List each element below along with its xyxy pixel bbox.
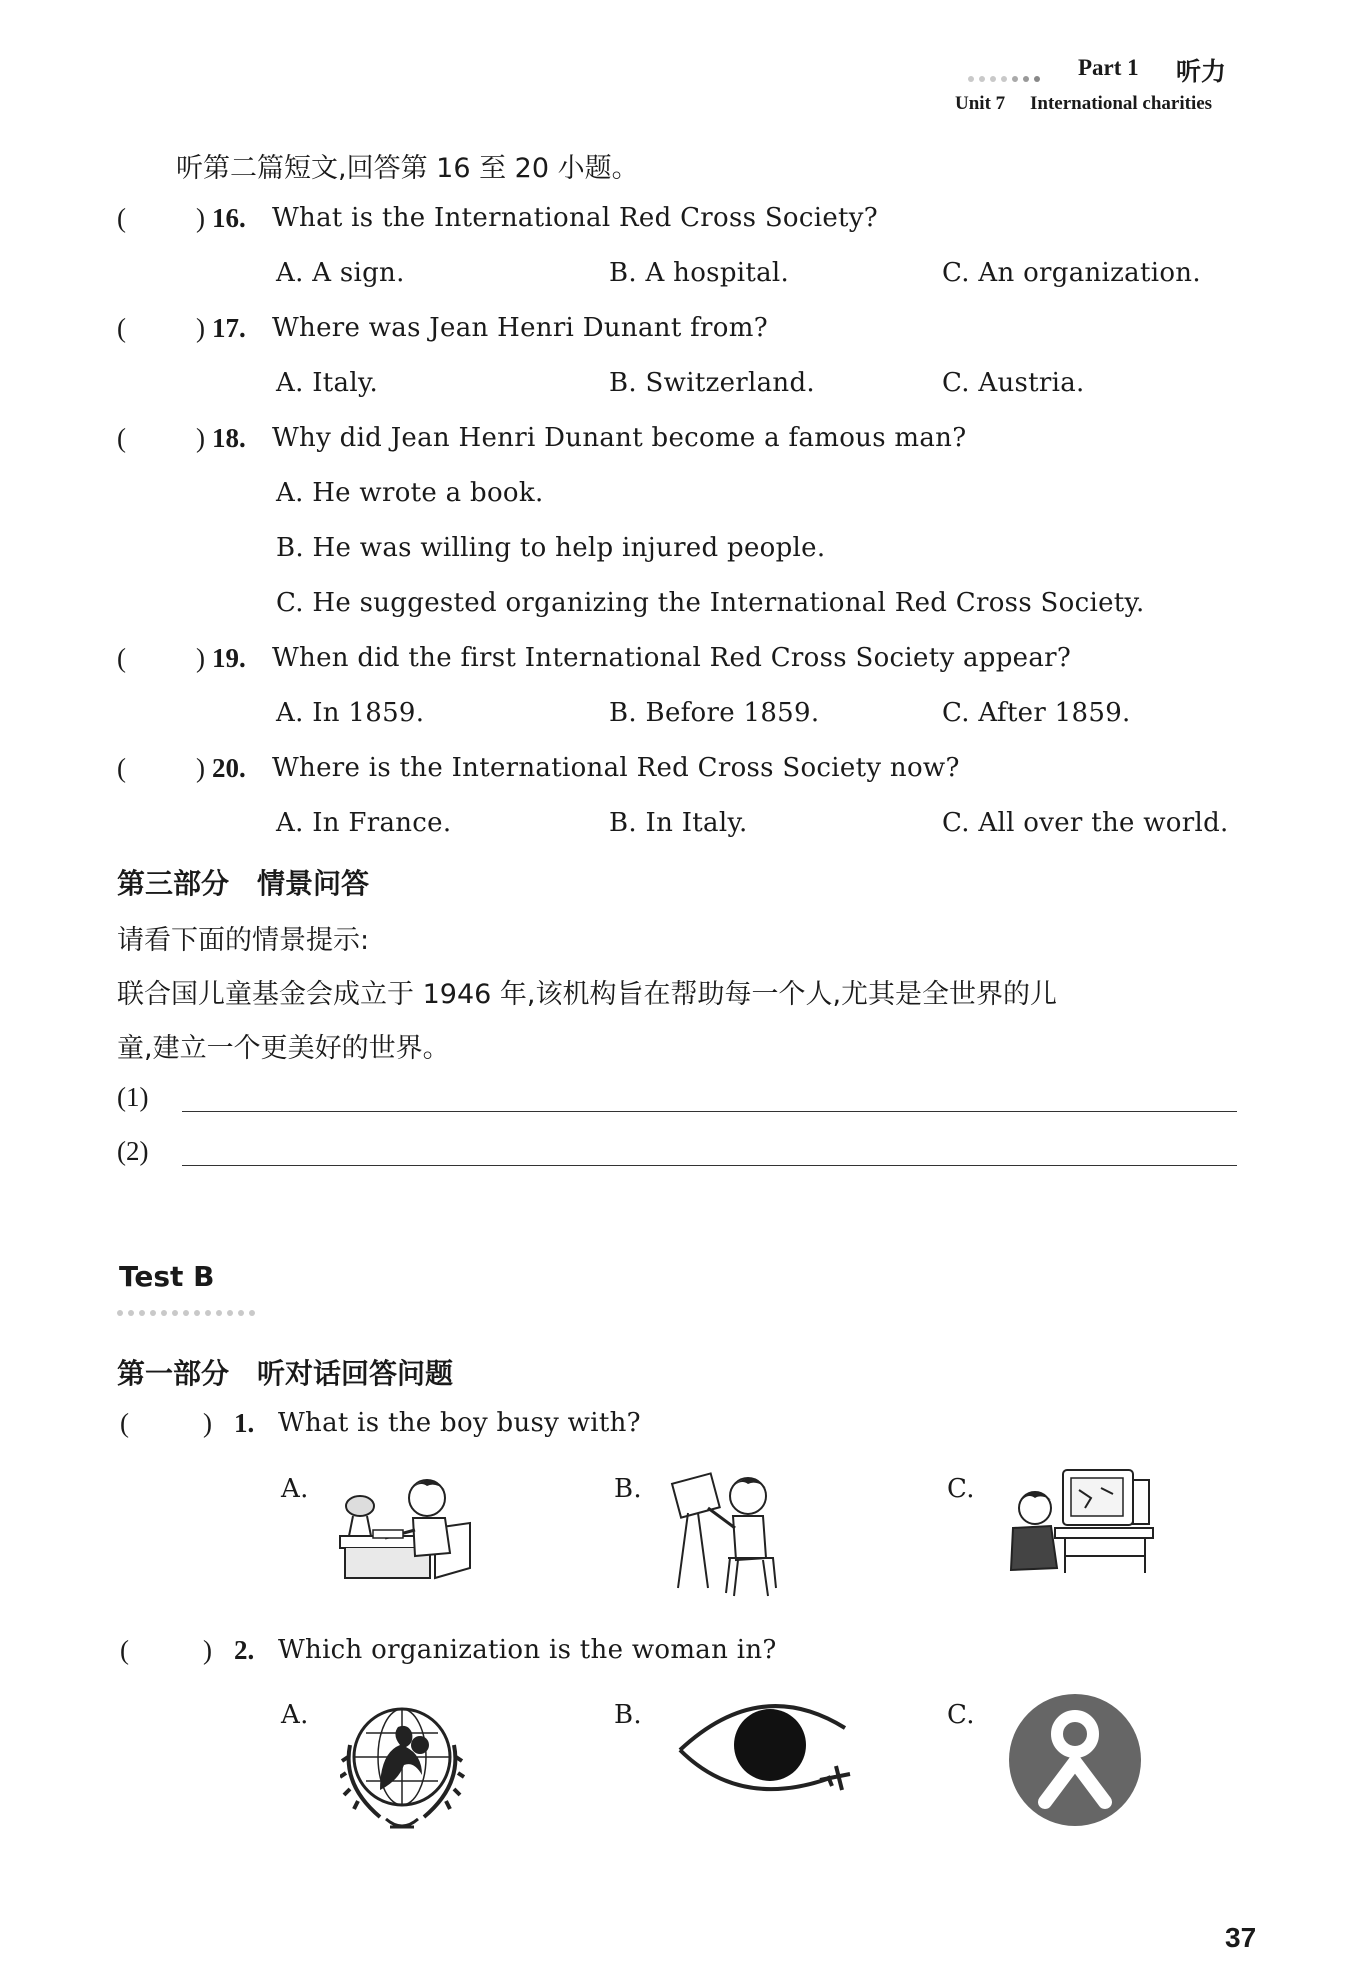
part3-title: 第三部分 情景问答	[117, 867, 370, 900]
answer-paren: (	[120, 1408, 129, 1438]
part3-prompt-line2: 童,建立一个更美好的世界。	[117, 1033, 450, 1064]
option-c: C. An organization.	[942, 258, 1201, 288]
answer-paren: (	[117, 313, 126, 343]
answer-paren: (	[117, 203, 126, 233]
test-b-dots	[117, 1302, 260, 1321]
option-c: C. All over the world.	[942, 808, 1229, 838]
option-b: B. In Italy.	[609, 808, 748, 838]
test-b-title: Test B	[119, 1260, 215, 1293]
unicef-logo	[340, 1695, 465, 1840]
question-number: 1.	[234, 1408, 255, 1438]
boy-writing-illustration	[335, 1468, 475, 1588]
page-number: 37	[1225, 1922, 1257, 1953]
option-b: B. He was willing to help injured people.	[276, 533, 826, 563]
question-text: Which organization is the woman in?	[278, 1635, 777, 1665]
option-a: A. A sign.	[276, 258, 405, 288]
answer-paren: )	[196, 643, 205, 673]
question-text: What is the International Red Cross Society?	[272, 203, 879, 233]
question-number: 18.	[212, 423, 246, 453]
question-number: 17.	[212, 313, 246, 343]
option-a: A. He wrote a book.	[276, 478, 544, 508]
header-unit-title: International charities	[1030, 93, 1213, 114]
question-number: 19.	[212, 643, 246, 673]
answer-paren: )	[196, 313, 205, 343]
question-number: 2.	[234, 1635, 255, 1665]
option-c: C. Austria.	[942, 368, 1085, 398]
answer-paren: (	[117, 753, 126, 783]
section-intro: 听第二篇短文,回答第 16 至 20 小题。	[176, 153, 639, 184]
answer-paren: )	[196, 753, 205, 783]
option-a: A.	[281, 1700, 309, 1730]
part3-prompt-label: 请看下面的情景提示:	[117, 925, 370, 956]
option-a: A. In 1859.	[276, 698, 425, 728]
answer-paren: )	[203, 1635, 212, 1665]
header-part: Part 1	[1078, 55, 1139, 80]
answer-paren: )	[196, 423, 205, 453]
header-part-cn: 听力	[1176, 57, 1227, 86]
option-c: C. After 1859.	[942, 698, 1131, 728]
option-c: C. He suggested organizing the International Red Cross Society.	[276, 588, 1145, 618]
option-a: A. In France.	[276, 808, 452, 838]
boy-computer-illustration	[1005, 1468, 1155, 1578]
test-b-part1-title: 第一部分 听对话回答问题	[117, 1357, 454, 1390]
answer-paren: )	[196, 203, 205, 233]
eye-plane-logo	[670, 1690, 860, 1805]
answer-paren: (	[117, 423, 126, 453]
answer-paren: )	[203, 1408, 212, 1438]
boy-painting-illustration	[668, 1468, 788, 1598]
option-b: B. Switzerland.	[609, 368, 815, 398]
option-a: A. Italy.	[276, 368, 379, 398]
header-unit: Unit 7	[955, 93, 1006, 114]
header-dots	[968, 68, 1045, 87]
answer-blank-1[interactable]	[182, 1111, 1237, 1112]
answer-paren: (	[120, 1635, 129, 1665]
question-text: When did the first International Red Cross Society appear?	[272, 643, 1072, 673]
blank-label-2: (2)	[117, 1136, 149, 1166]
option-b: B.	[614, 1474, 642, 1504]
answer-paren: (	[117, 643, 126, 673]
part3-prompt-line1: 联合国儿童基金会成立于 1946 年,该机构旨在帮助每一个人,尤其是全世界的儿	[117, 979, 1058, 1010]
oxfam-logo	[1005, 1690, 1145, 1830]
question-number: 20.	[212, 753, 246, 783]
question-text: Where was Jean Henri Dunant from?	[272, 313, 768, 343]
option-c: C.	[947, 1700, 975, 1730]
option-a: A.	[281, 1474, 309, 1504]
question-text: What is the boy busy with?	[278, 1408, 641, 1438]
question-text: Where is the International Red Cross Society now?	[272, 753, 960, 783]
answer-blank-2[interactable]	[182, 1165, 1237, 1166]
option-b: B.	[614, 1700, 642, 1730]
question-text: Why did Jean Henri Dunant become a famous man?	[272, 423, 967, 453]
blank-label-1: (1)	[117, 1082, 149, 1112]
option-b: B. A hospital.	[609, 258, 790, 288]
option-b: B. Before 1859.	[609, 698, 820, 728]
option-c: C.	[947, 1474, 975, 1504]
question-number: 16.	[212, 203, 246, 233]
